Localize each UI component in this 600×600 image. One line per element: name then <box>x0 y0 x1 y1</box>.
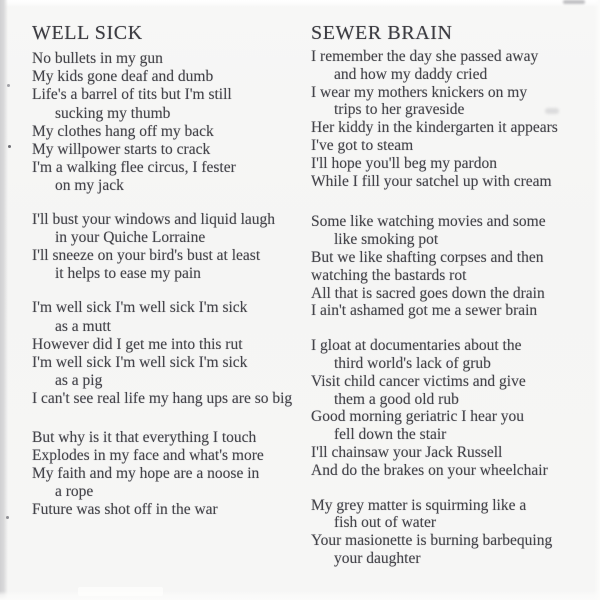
lyric-line: it helps to ease my pain <box>55 265 201 283</box>
lyric-line: a rope <box>55 483 94 501</box>
lyric-line: My willpower starts to crack <box>32 141 211 159</box>
scan-speck <box>8 145 11 148</box>
lyric-line: My kids gone deaf and dumb <box>32 68 214 86</box>
lyric-line: I'm a walking flee circus, I fester <box>32 159 236 177</box>
lyric-line: as a mutt <box>55 317 111 335</box>
lyric-line: Your masionette is burning barbequing <box>311 532 553 550</box>
scan-edge-top <box>0 0 600 7</box>
scan-smudge <box>563 0 585 4</box>
lyric-line: No bullets in my gun <box>32 50 163 67</box>
lyric-line: All that is sacred goes down the drain <box>311 284 545 302</box>
song-lyrics-well-sick <box>32 50 292 520</box>
song-sewer-brain <box>311 20 558 568</box>
scan-patch <box>78 587 163 596</box>
stanza <box>311 337 558 479</box>
lyric-line: I've got to steam <box>311 136 414 154</box>
lyric-line: And do the brakes on your wheelchair <box>311 461 548 479</box>
lyric-line: I wear my mothers knickers on my <box>311 83 528 101</box>
lyric-line: your daughter <box>334 549 421 567</box>
lyric-line: Future was shot off in the war <box>32 501 218 519</box>
lyric-line: fish out of water <box>334 514 437 532</box>
stanza <box>311 213 558 320</box>
stanza <box>311 48 558 190</box>
lyric-line: My clothes hang off my back <box>32 122 214 140</box>
stanza <box>32 50 292 196</box>
lyric-line: fell down the stair <box>334 426 447 444</box>
lyric-line: Explodes in my face and what's more <box>32 446 264 464</box>
song-title-sewer-brain: SEWER BRAIN <box>311 22 453 44</box>
lyric-line: them a good old rub <box>334 390 459 408</box>
lyric-line: Life's a barrel of tits but I'm still <box>32 86 232 104</box>
lyric-line: I'll sneeze on your bird's bust at least <box>32 247 261 265</box>
lyric-line: I'm well sick I'm well sick I'm sick <box>32 354 248 372</box>
lyric-line: I'll bust your windows and liquid laugh <box>32 210 276 228</box>
lyric-line: like smoking pot <box>334 231 439 249</box>
lyric-line: in your Quiche Lorraine <box>55 228 206 246</box>
lyric-line: I'm well sick I'm well sick I'm sick <box>32 299 248 317</box>
song-lyrics-sewer-brain <box>311 48 558 568</box>
lyric-line: But we like shafting corpses and then <box>311 248 544 266</box>
lyric-line: sucking my thumb <box>55 104 171 122</box>
lyric-line: I ain't ashamed got me a sewer brain <box>311 302 538 320</box>
lyric-line: and how my daddy cried <box>334 65 488 83</box>
lyric-line: as a pig <box>55 372 103 390</box>
song-title-well-sick: WELL SICK <box>32 22 143 44</box>
lyric-line: Visit child cancer victims and give <box>311 372 526 390</box>
lyric-line: trips to her graveside <box>334 101 465 119</box>
stanza <box>32 429 292 520</box>
lyric-line: But why is it that everything I touch <box>32 428 257 446</box>
stanza <box>32 299 292 408</box>
stanza <box>32 211 292 284</box>
lyric-line: I gloat at documentaries about the <box>311 337 522 355</box>
lyric-line: on my jack <box>55 177 124 195</box>
lyric-line: Some like watching movies and some <box>311 213 546 231</box>
lyric-line: I remember the day she passed away <box>311 48 539 65</box>
scan-edge-left <box>0 0 8 600</box>
lyric-line: My faith and my hope are a noose in <box>32 465 260 483</box>
lyric-line: third world's lack of grub <box>334 354 491 372</box>
scan-speck <box>6 516 9 519</box>
scan-edge-right <box>594 0 600 600</box>
lyric-line: Her kiddy in the kindergarten it appears <box>311 119 558 137</box>
lyric-line: While I fill your satchel up with cream <box>311 172 552 190</box>
song-well-sick <box>32 20 292 520</box>
lyric-line: My grey matter is squirming like a <box>311 496 527 514</box>
lyric-line: watching the bastards rot <box>311 266 467 284</box>
lyric-line: I'll chainsaw your Jack Russell <box>311 443 503 461</box>
lyric-line: Good morning geriatric I hear you <box>311 408 525 426</box>
stanza <box>311 497 558 568</box>
scan-speck <box>7 84 10 87</box>
lyric-line: I'll hope you'll beg my pardon <box>311 154 497 172</box>
lyric-line: However did I get me into this rut <box>32 335 243 353</box>
lyric-line: I can't see real life my hang ups are so big <box>32 390 293 408</box>
